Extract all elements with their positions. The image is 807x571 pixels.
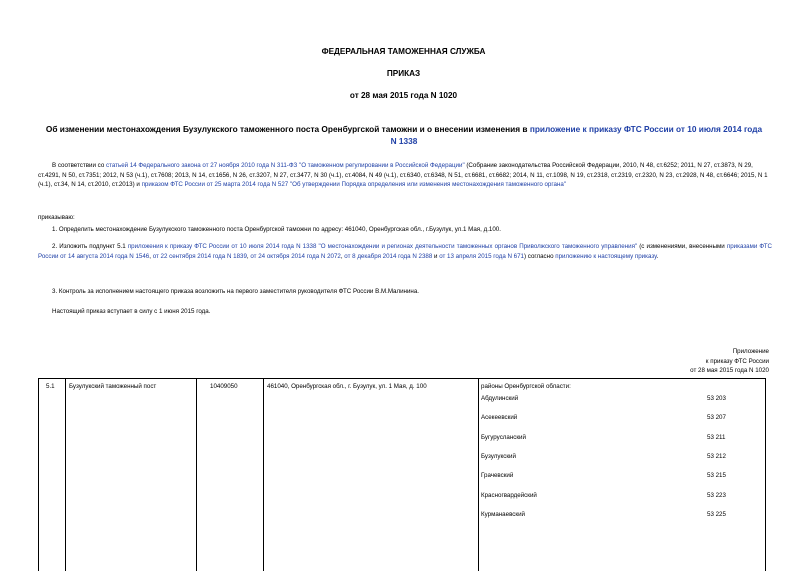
region-row	[38, 389, 766, 408]
item-2-text: ,	[149, 252, 153, 260]
preamble-paragraph	[38, 161, 772, 190]
region-code: 53 203	[707, 395, 726, 402]
region-row	[38, 486, 766, 505]
date-number-heading: от 28 мая 2015 года N 1020	[349, 91, 458, 100]
title-link[interactable]: приложение к приказу ФТС России от 10 июля 2014 года N 1338	[390, 124, 763, 146]
appendix-heading	[569, 347, 769, 376]
item-3: 3. Контроль за исполнением настоящего приказа возложить на первого заместителя руководителя ФТС России В.М.Малинина.	[52, 288, 420, 295]
title-text: Об изменении местонахождения Бузулукского таможенного поста Оренбургской таможни и о внесении изменения в	[45, 124, 530, 134]
item-2-text: ) согласно	[524, 252, 556, 260]
region-name: Красногвардейский	[481, 491, 537, 499]
order-1839-link[interactable]: от 22 сентября 2014 года N 1839	[152, 252, 247, 260]
item-2-text: ,	[340, 252, 345, 260]
region-name: Абдулинский	[481, 395, 519, 402]
item-2-text: ,	[246, 252, 251, 260]
item-2-text: 2. Изложить подпункт 5.1	[52, 243, 128, 250]
order-word: приказываю:	[38, 214, 75, 221]
region-row	[38, 466, 766, 485]
item-2	[38, 242, 772, 261]
document-title	[45, 123, 763, 147]
region-name: Грачевский	[481, 472, 514, 480]
appendix-line-3: от 28 мая 2015 года N 1020	[690, 367, 769, 375]
order-2388-link[interactable]: от 8 декабря 2014 года N 2388	[344, 252, 433, 260]
region-row	[38, 428, 766, 447]
region-code: 53 215	[707, 472, 726, 480]
region-name: Бузулукский	[481, 452, 516, 460]
item-2-text: .	[656, 252, 659, 260]
item-1: 1. Определить местонахождение Бузулукского таможенного поста Оренбургской таможни по адресу: 461040, Оренбургская обл., г.Бузулук, ул.1 Мая, д.100.	[52, 226, 501, 233]
region-code: 53 223	[707, 491, 726, 499]
table-post-name: Бузулукский таможенный пост	[69, 383, 157, 390]
appendix-line-2: к приказу ФТС России	[705, 357, 769, 365]
region-name: Асекеевский	[481, 414, 518, 422]
region-name: Бугурусланский	[481, 433, 526, 441]
customs-post-table	[38, 378, 766, 571]
region-row	[38, 408, 766, 427]
preamble-text: (Собрание законодательства Российской Федерации, 2010, N 48, ст.6252; 2011, N 27, ст.3873, N 29, ст.4291, N 50, ст.7351; 2012, N 53 (ч.1), ст.7608; 2013, N 14, ст.1656, N 26, ст.3207, N 27, ст.3477, N 30 (ч.1), ст.4084, N 49 (ч.1), ст.6340, ст.6348, N 51, ст.6681, ст.6682; 2014, N 11, ст.1098, N 19, ст.2318, ст.2319, ст.2320, N 23, ст.2928, N 48, ст.6646; 2015, N 1 (ч.1), ст.34, N 14, ст.2010, ст.2013) и	[38, 162, 768, 189]
item-2-text: (с изменениями, внесенными	[637, 243, 727, 250]
region-code: 53 225	[707, 510, 726, 518]
table-regions-header: районы Оренбургской области:	[481, 383, 571, 390]
preamble-text: В соответствии со	[52, 162, 106, 169]
order-1338-link[interactable]: приложения к приказу ФТС России от 10 июля 2014 года N 1338 "О местонахождении и регионах деятельности таможенных органов Приволжского таможенного управления"	[127, 243, 638, 250]
table-top-border	[38, 378, 766, 379]
agency-heading: ФЕДЕРАЛЬНАЯ ТАМОЖЕННАЯ СЛУЖБА	[321, 47, 486, 56]
region-code: 53 211	[707, 433, 726, 441]
region-name: Курманаевский	[481, 510, 525, 518]
table-post-address: 461040, Оренбургская обл., г. Бузулук, ул. 1 Мая, д. 100	[267, 383, 427, 390]
region-row	[38, 447, 766, 466]
region-code: 53 207	[707, 414, 726, 422]
document-type-heading: ПРИКАЗ	[386, 69, 421, 78]
region-code: 53 212	[707, 452, 726, 460]
order-527-link[interactable]: приказом ФТС России от 25 марта 2014 года N 527 "Об утверждении Порядка определения или изменения местонахождения таможенного органа"	[141, 181, 566, 189]
order-671-link[interactable]: от 13 апреля 2015 года N 671	[439, 252, 524, 260]
effective-date: Настоящий приказ вступает в силу с 1 июня 2015 года.	[52, 308, 211, 315]
appendix-line-1: Приложение	[732, 348, 769, 355]
table-post-code: 10409050	[210, 383, 238, 390]
order-1546-link[interactable]: приказами ФТС России от 14 августа 2014 года N 1546	[38, 243, 773, 260]
order-2072-link[interactable]: от 24 октября 2014 года N 2072	[250, 252, 341, 260]
appendix-link[interactable]: приложению к настоящему приказу	[555, 252, 657, 260]
law-link[interactable]: статьей 14 Федерального закона от 27 ноября 2010 года N 311-ФЗ "О таможенном регулировании в Российской Федерации"	[105, 162, 465, 169]
item-2-text: и	[432, 252, 440, 260]
table-item-number: 5.1	[46, 383, 55, 390]
region-row	[38, 505, 766, 524]
